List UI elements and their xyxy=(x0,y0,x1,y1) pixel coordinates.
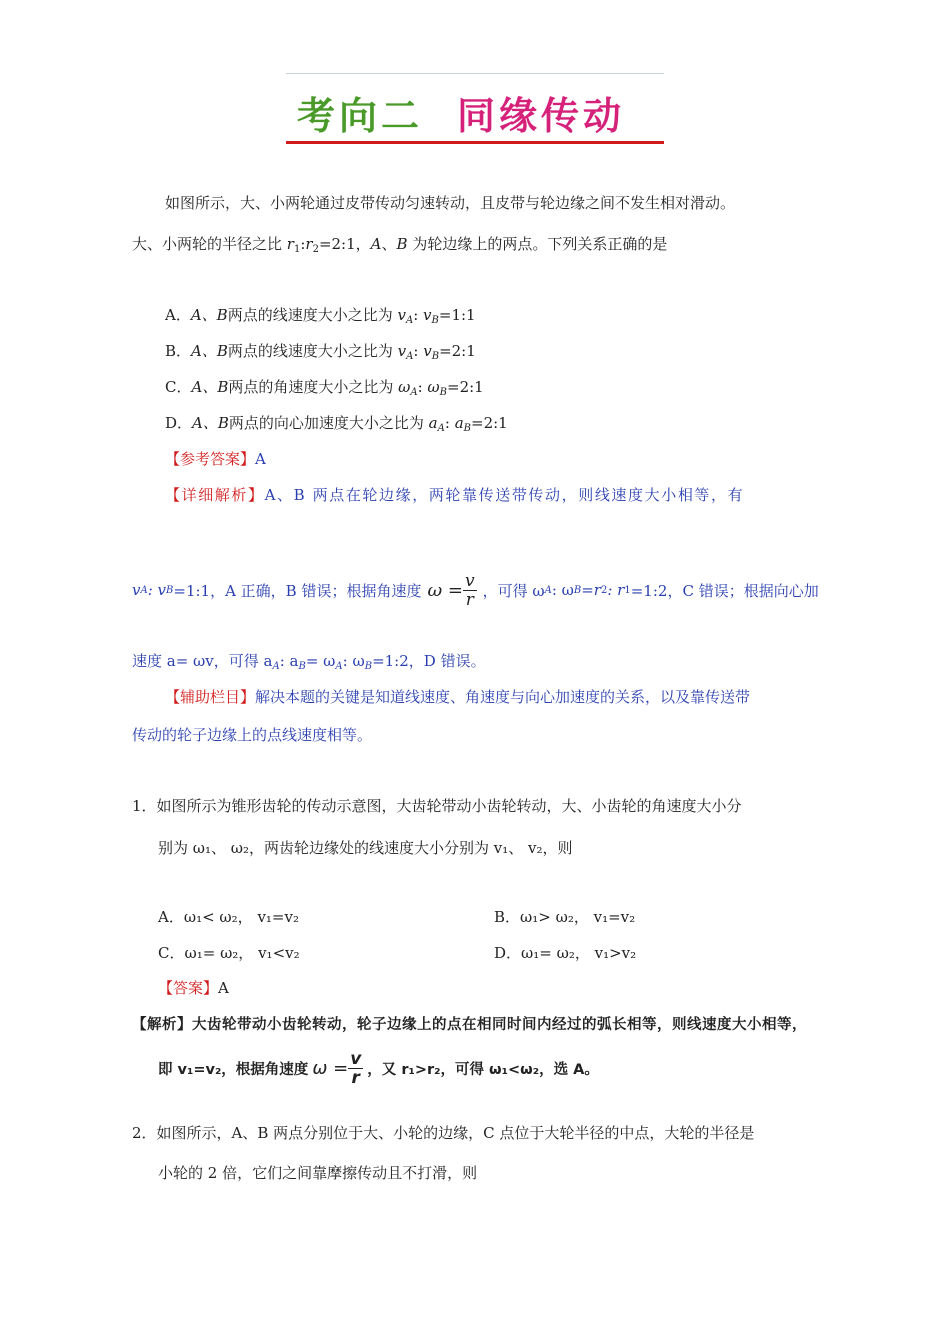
angular-velocity-formula: ω = $\frac{v}{r}$ xyxy=(427,570,475,610)
example-option-b: B．A、B两点的线速度大小之比为 $v_A$: $v_B=2:1$ xyxy=(165,342,476,362)
answer-label: 【参考答案】 xyxy=(165,450,256,468)
q1-line2: 别为 ω₁、 ω₂，两齿轮边缘处的线速度大小分别为 v₁、 v₂，则 xyxy=(158,839,573,857)
example-option-a: A．A、B两点的线速度大小之比为 $v_A$: $v_B=1:1$ xyxy=(165,306,476,326)
example-option-c: C．A、B两点的角速度大小之比为 $\omega_A$: $\omega_B=2:1$ xyxy=(165,378,484,398)
banner-title-left: 考向二 xyxy=(297,94,424,138)
example-answer xyxy=(165,448,266,469)
q1-analysis-line1: 【解析】大齿轮带动小齿轮转动，轮子边缘上的点在相同时间内经过的弧长相等，则线速度大小相等， xyxy=(132,1017,807,1033)
top-rule xyxy=(286,73,664,74)
example-stem-line2: 大、小两轮的半径之比 $r_1:r_2=2:1$，A、B 为轮边缘上的两点。下列关系正确的是 xyxy=(132,235,668,255)
q1-option-d: D．ω₁= ω₂， v₁>v₂ xyxy=(494,944,637,962)
q1-answer xyxy=(158,977,229,998)
analysis-label: 【详细解析】 xyxy=(165,486,265,504)
aux-label: 【辅助栏目】 xyxy=(165,688,256,706)
q1-number: 1． xyxy=(132,797,157,815)
q1-analysis-line2: 即 v₁=v₂，根据角速度 ω = $\frac{v}{r}$ ，又 r₁>r₂，可得 ω₁<ω₂，选 A。 xyxy=(158,1048,599,1088)
example-analysis-line2: v A : v B =1:1，A 正确，B 错误；根据角速度 ω = $\frac{v}{r}$ ，可得 ω A : ω B =r 2 : r 1 =1:2，C 错误；根据向心加 xyxy=(132,570,819,610)
q2-line1: 2．如图所示，A、B 两点分别位于大、小轮的边缘，C 点位于大轮半径的中点，大轮的半径是 xyxy=(132,1124,755,1142)
example-aux-line1: 【辅助栏目】解决本题的关键是知道线速度、角速度与向心加速度的关系，以及靠传送带 xyxy=(165,688,751,706)
q1-answer-value: A xyxy=(218,979,229,997)
q1-answer-label: 【答案】 xyxy=(158,979,219,997)
q2-line2: 小轮的 2 倍，它们之间靠摩擦传动且不打滑，则 xyxy=(158,1164,478,1182)
example-analysis-line3: 速度 a= ωv，可得 $a_A$: $a_B= \omega_A$: $\omega_B=1:2$，D 错误。 xyxy=(132,652,486,672)
q2-number: 2． xyxy=(132,1124,157,1142)
q1-line1: 1．如图所示为锥形齿轮的传动示意图，大齿轮带动小齿轮转动，大、小齿轮的角速度大小分 xyxy=(132,797,742,815)
q1-analysis-label: 【解析】 xyxy=(132,1017,192,1033)
banner-underline xyxy=(286,141,664,144)
example-aux-line2: 传动的轮子边缘上的点线速度相等。 xyxy=(132,726,373,744)
q1-option-b: B．ω₁> ω₂， v₁=v₂ xyxy=(494,908,636,926)
q1-option-c: C．ω₁= ω₂， v₁<v₂ xyxy=(158,944,300,962)
section-banner xyxy=(297,92,663,140)
answer-value: A xyxy=(255,450,266,468)
q1-angular-velocity-formula: ω = $\frac{v}{r}$ xyxy=(312,1048,362,1088)
example-analysis-line1: 【详细解析】A、B 两点在轮边缘，两轮靠传送带传动，则线速度大小相等，有 xyxy=(165,486,745,504)
q1-option-a: A．ω₁< ω₂， v₁=v₂ xyxy=(158,908,299,926)
example-stem-line1: 如图所示，大、小两轮通过皮带传动匀速转动，且皮带与轮边缘之间不发生相对滑动。 xyxy=(165,194,736,212)
example-option-d: D．A、B两点的向心加速度大小之比为 $a_A$: $a_B=2:1$ xyxy=(165,414,508,434)
banner-title-right: 同缘传动 xyxy=(457,94,626,138)
